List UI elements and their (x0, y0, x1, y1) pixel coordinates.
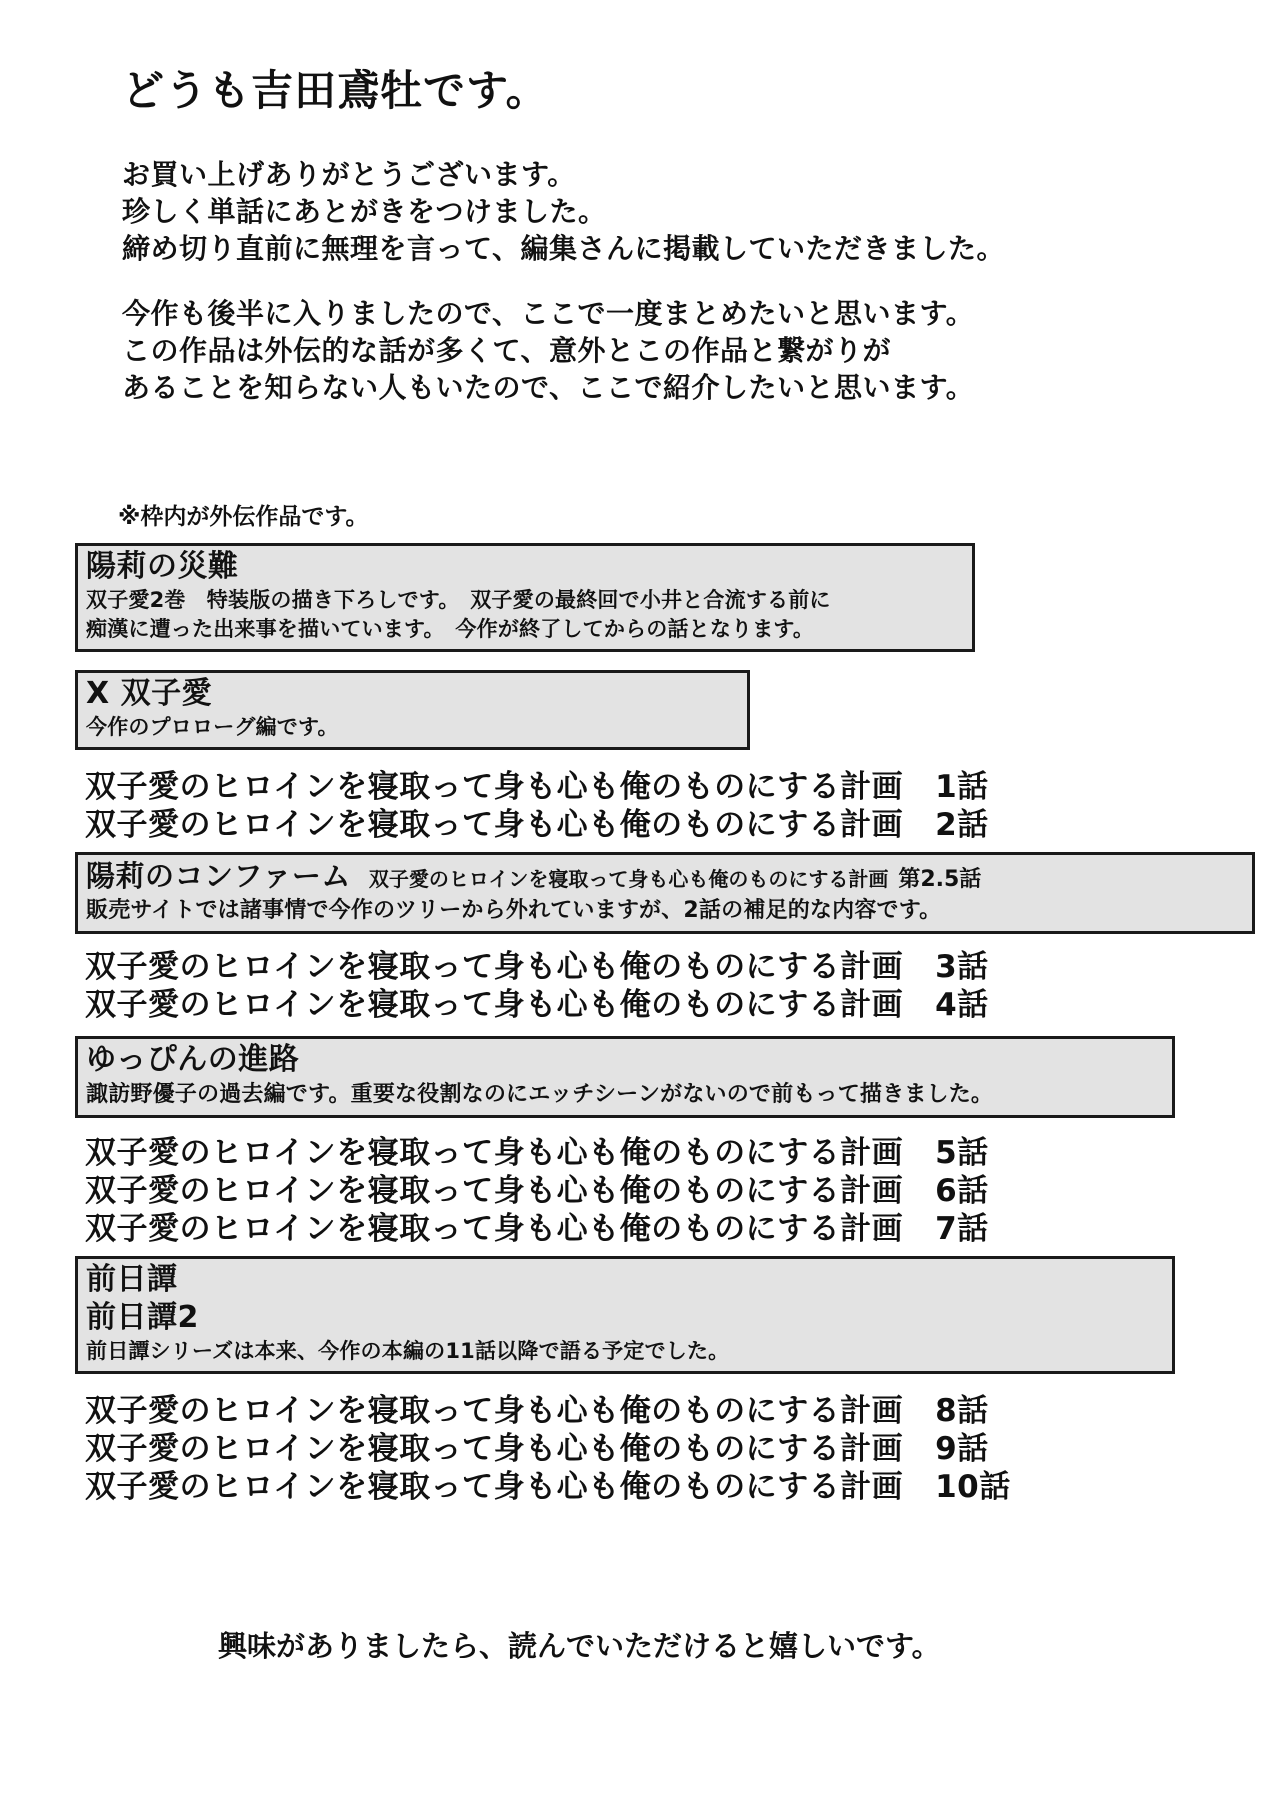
episode-number: 7話 (935, 1211, 989, 1247)
episode-row (85, 986, 1280, 1024)
episode-title: 双子愛のヒロインを寝取って身も心も俺のものにする計画 (85, 1135, 904, 1171)
spinoff-box-x-futagoai (75, 670, 750, 750)
box-title-2: 前日譚2 (86, 1300, 199, 1335)
box-title-row (86, 857, 1242, 895)
episode-title: 双子愛のヒロインを寝取って身も心も俺のものにする計画 (85, 1431, 904, 1467)
box-subtitle: 双子愛のヒロインを寝取って身も心も俺のものにする計画 (368, 867, 889, 891)
episode-row (85, 1210, 1280, 1248)
box-description-line: 双子愛2巻 特装版の描き下ろしです。 双子愛の最終回で小井と合流する前に (86, 588, 831, 612)
intro-paragraph (122, 156, 1280, 267)
box-description-line: 販売サイトでは諸事情で今作のツリーから外れていますが、2話の補足的な内容です。 (86, 898, 942, 923)
episode-number: 2話 (935, 807, 989, 843)
episode-row (85, 1172, 1280, 1210)
episode-title: 双子愛のヒロインを寝取って身も心も俺のものにする計画 (85, 769, 904, 805)
box-title: ゆっぴんの進路 (86, 1042, 300, 1077)
episode-number: 1話 (935, 769, 989, 805)
episode-list-8-10 (85, 1392, 1280, 1506)
episode-title: 双子愛のヒロインを寝取って身も心も俺のものにする計画 (85, 1393, 904, 1429)
text-line: お買い上げありがとうございます。 (122, 158, 576, 191)
text-line: この作品は外伝的な話が多くて、意外とこの作品と繋がりが (122, 334, 891, 367)
closing-message: 興味がありましたら、読んでいただけると嬉しいです。 (218, 1629, 941, 1663)
episode-title: 双子愛のヒロインを寝取って身も心も俺のものにする計画 (85, 949, 904, 985)
spinoff-box-hiyori-sainan (75, 543, 975, 652)
episode-number: 6話 (935, 1173, 989, 1209)
box-description-line: 諏訪野優子の過去編です。重要な役割なのにエッチシーンがないので前もって描きました。 (86, 1082, 994, 1107)
episode-row (85, 1468, 1280, 1506)
episode-title: 双子愛のヒロインを寝取って身も心も俺のものにする計画 (85, 1211, 904, 1247)
episode-title: 双子愛のヒロインを寝取って身も心も俺のものにする計画 (85, 1469, 904, 1505)
episode-title: 双子愛のヒロインを寝取って身も心も俺のものにする計画 (85, 987, 904, 1023)
episode-row (85, 1134, 1280, 1172)
episode-number: 3話 (935, 949, 989, 985)
text-line: 珍しく単話にあとがきをつけました。 (122, 195, 607, 228)
spinoff-box-zenjitsutan (75, 1256, 1175, 1374)
text-line: あることを知らない人もいたので、ここで紹介したいと思います。 (122, 371, 975, 404)
episode-title: 双子愛のヒロインを寝取って身も心も俺のものにする計画 (85, 807, 904, 843)
box-description-line: 痴漢に遭った出来事を描いています。 今作が終了してからの話となります。 (86, 617, 815, 641)
box-description-line: 今作のプロローグ編です。 (86, 715, 339, 739)
summary-paragraph (122, 295, 1280, 406)
spinoff-box-hiyori-confirm (75, 852, 1255, 934)
box-title: 陽莉のコンファーム (86, 859, 351, 893)
episode-title: 双子愛のヒロインを寝取って身も心も俺のものにする計画 (85, 1173, 904, 1209)
episode-number: 8話 (935, 1393, 989, 1429)
episode-list-3-4 (85, 948, 1280, 1024)
episode-row (85, 1430, 1280, 1468)
episode-row (85, 806, 1280, 844)
box-title: X 双子愛 (86, 676, 213, 711)
episode-number: 4話 (935, 987, 989, 1023)
text-line: 締め切り直前に無理を言って、編集さんに掲載していただきました。 (122, 232, 1005, 265)
box-title: 陽莉の災難 (86, 549, 239, 584)
spinoff-box-yuppin-shinro (75, 1036, 1175, 1118)
episode-row (85, 1392, 1280, 1430)
episode-number: 10話 (935, 1469, 1011, 1505)
episode-number: 5話 (935, 1135, 989, 1171)
greeting-heading: どうも吉田鳶牡です。 (122, 66, 549, 115)
box-subtitle-episode-number: 第2.5話 (898, 867, 982, 892)
text-line: 今作も後半に入りましたので、ここで一度まとめたいと思います。 (122, 297, 975, 330)
episode-list-1-2 (85, 768, 1280, 844)
episode-list-5-7 (85, 1134, 1280, 1248)
episode-row (85, 948, 1280, 986)
box-title: 前日譚 (86, 1262, 178, 1297)
episode-row (85, 768, 1280, 806)
box-description-line: 前日譚シリーズは本来、今作の本編の11話以降で語る予定でした。 (86, 1339, 730, 1363)
episode-number: 9話 (935, 1431, 989, 1467)
frame-note: ※枠内が外伝作品です。 (118, 504, 369, 530)
